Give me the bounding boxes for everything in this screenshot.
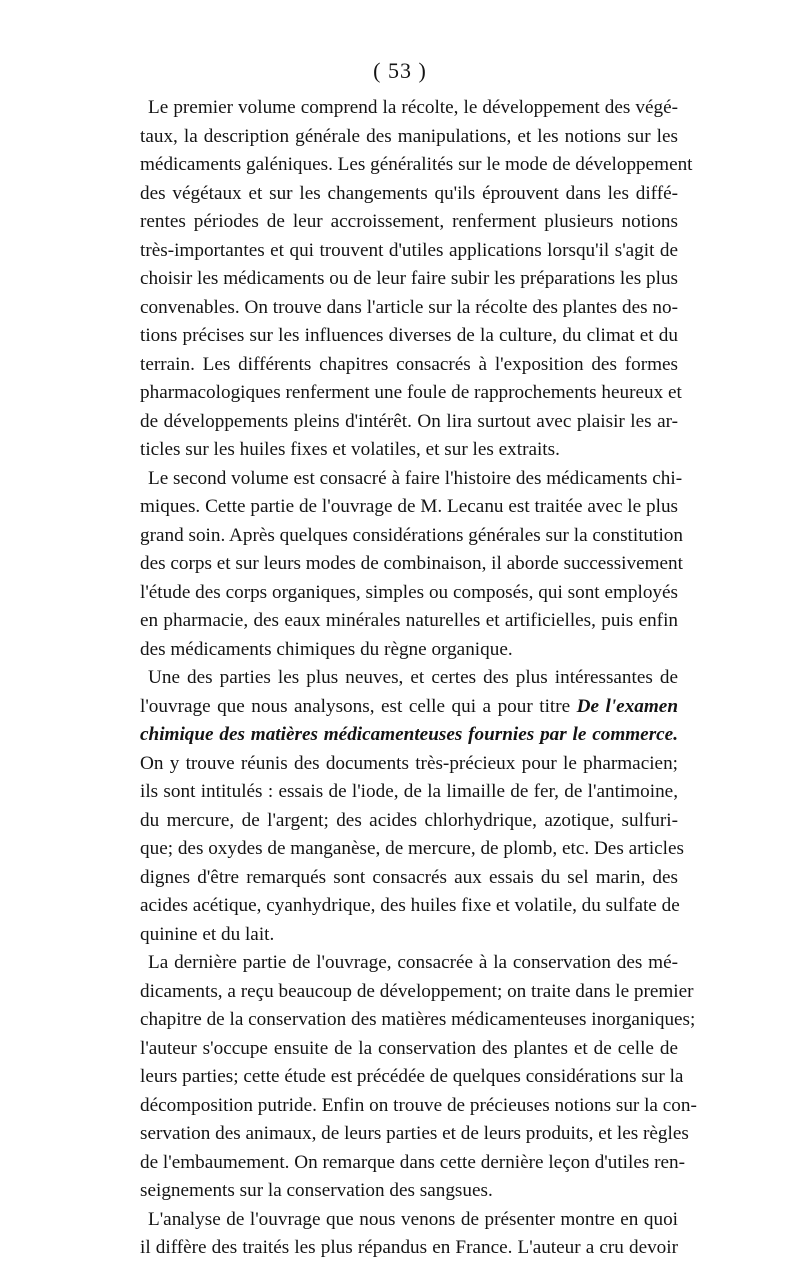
text-line: que; des oxydes de manganèse, de mercure, de plomb, etc. Des articles <box>140 838 684 859</box>
body-text <box>140 94 697 1263</box>
text-line: convenables. On trouve dans l'article sur la récolte des plantes des no- <box>140 296 678 318</box>
text-line: Le premier volume comprend la récolte, le développement des végé- <box>148 97 678 118</box>
text-line: dicaments, a reçu beaucoup de développement; on traite dans le premier <box>140 980 694 1002</box>
text-line: choisir les médicaments ou de leur faire subir les préparations les plus <box>140 268 678 289</box>
paragraph-4 <box>140 949 697 1206</box>
paragraph-2 <box>140 465 683 665</box>
text-line: de développements pleins d'intérêt. On lira surtout avec plaisir les ar- <box>140 410 678 432</box>
text-line <box>140 693 678 722</box>
section-title-italic: chimique des matières médicamenteuses fournies par le commerce. <box>140 724 678 745</box>
text-line: il diffère des traités les plus répandus en France. L'auteur a cru devoir <box>140 1237 678 1258</box>
text-line: l'étude des corps organiques, simples ou composés, qui sont employés <box>140 581 678 603</box>
text-line: l'auteur s'occupe ensuite de la conservation des plantes et de celle de <box>140 1037 678 1059</box>
text-line: servation des animaux, de leurs parties et de leurs produits, et les règles <box>140 1123 689 1144</box>
text-line: On y trouve réunis des documents très-précieux pour le pharmacien; <box>140 752 678 774</box>
text-line: leurs parties; cette étude est précédée de quelques considérations sur la <box>140 1066 684 1087</box>
text-line: La dernière partie de l'ouvrage, consacrée à la conservation des mé- <box>148 952 678 973</box>
paragraph-5 <box>140 1206 678 1263</box>
text-line: grand soin. Après quelques considérations générales sur la constitution <box>140 524 683 546</box>
text-line: pharmacologiques renferment une foule de rapprochements heureux et <box>140 382 682 403</box>
text-line: Une des parties les plus neuves, et certes des plus intéressantes de <box>148 667 678 688</box>
text-line: du mercure, de l'argent; des acides chlorhydrique, azotique, sulfuri- <box>140 809 678 831</box>
text-line: rentes périodes de leur accroissement, renferment plusieurs notions <box>140 211 678 232</box>
text-line: décomposition putride. Enfin on trouve de précieuses notions sur la con- <box>140 1094 697 1116</box>
text-line: quinine et du lait. <box>140 923 275 945</box>
section-title-italic: De l'examen <box>576 695 678 717</box>
text-line: ticles sur les huiles fixes et volatiles, et sur les extraits. <box>140 439 560 460</box>
text-line: de l'embaumement. On remarque dans cette dernière leçon d'utiles ren- <box>140 1151 685 1173</box>
text-line: dignes d'être remarqués sont consacrés aux essais du sel marin, des <box>140 866 678 888</box>
text-line: des médicaments chimiques du règne organique. <box>140 638 513 660</box>
text-line: terrain. Les différents chapitres consacrés à l'exposition des formes <box>140 353 678 375</box>
text-line: tions précises sur les influences diverses de la culture, du climat et du <box>140 325 678 346</box>
text-line: miques. Cette partie de l'ouvrage de M. Lecanu est traitée avec le plus <box>140 496 678 517</box>
text-line: des corps et sur leurs modes de combinaison, il aborde successivement <box>140 553 683 574</box>
text-line: médicaments galéniques. Les généralités sur le mode de développement <box>140 154 693 175</box>
paragraph-3 <box>140 664 684 949</box>
text-line: en pharmacie, des eaux minérales naturelles et artificielles, puis enfin <box>140 610 678 631</box>
text-line: seignements sur la conservation des sangsues. <box>140 1180 493 1201</box>
text-run: l'ouvrage que nous analysons, est celle qui a pour titre <box>140 695 577 717</box>
page-number: ( 53 ) <box>373 58 427 83</box>
text-line: chapitre de la conservation des matières médicamenteuses inorganiques; <box>140 1009 696 1030</box>
text-line: acides acétique, cyanhydrique, des huiles fixe et volatile, du sulfate de <box>140 895 680 916</box>
text-line: L'analyse de l'ouvrage que nous venons de présenter montre en quoi <box>148 1208 678 1230</box>
text-line: taux, la description générale des manipulations, et les notions sur les <box>140 125 678 147</box>
text-line: Le second volume est consacré à faire l'histoire des médicaments chi- <box>148 467 683 489</box>
text-line: très-importantes et qui trouvent d'utiles applications lorsqu'il s'agit de <box>140 239 678 261</box>
paragraph-1 <box>140 94 693 465</box>
text-line: ils sont intitulés : essais de l'iode, de la limaille de fer, de l'antimoine, <box>140 781 678 802</box>
text-line: des végétaux et sur les changements qu'ils éprouvent dans les diffé- <box>140 182 678 204</box>
